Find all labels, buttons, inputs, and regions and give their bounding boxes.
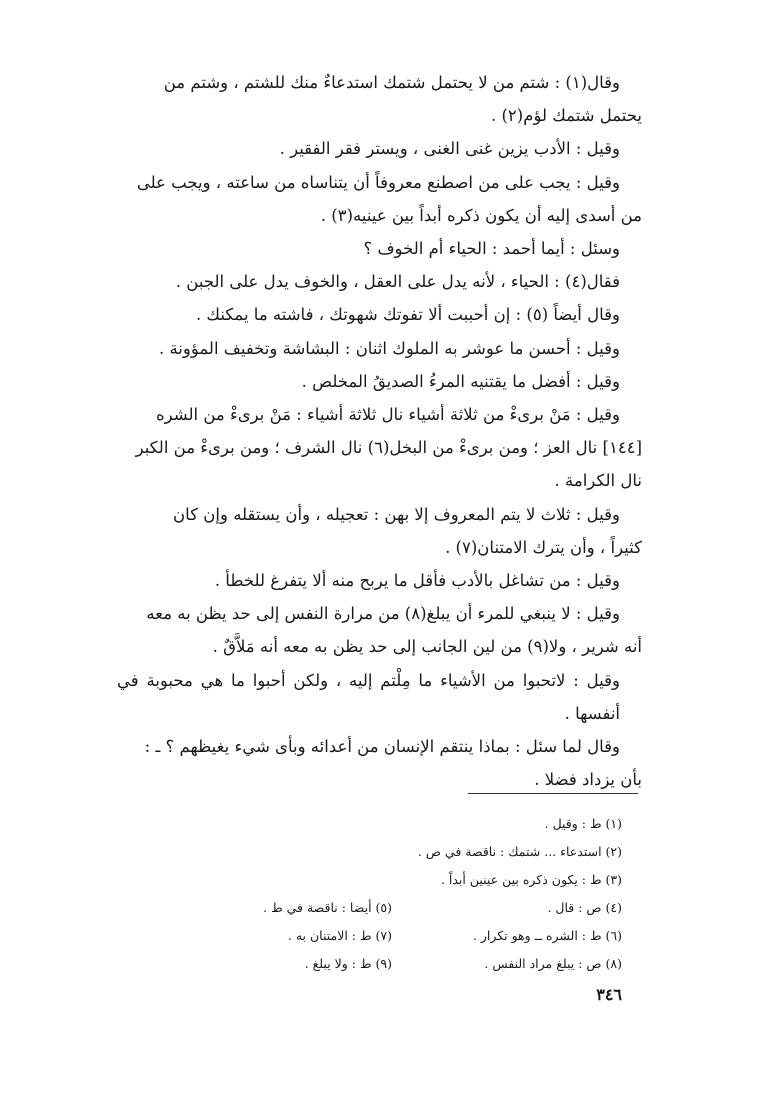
paragraph <box>117 730 642 796</box>
paragraph <box>117 564 642 597</box>
footnote: (٩) ط : ولا يبلغ . <box>304 956 392 971</box>
footnote-row <box>152 894 622 922</box>
paragraph <box>117 498 642 564</box>
text-line: وقال أيضاً (٥) : إن أحببت ألا تفوتك شهوتك ، فاشته ما يمكنك . <box>195 305 620 325</box>
text-line: وقال(١) : شتم من لا يحتمل شتمك استدعاءٌ منك للشتم ، وشتم من <box>163 73 620 92</box>
text-line: فقال(٤) : الحياء ، لأنه يدل على العقل ، والخوف يدل على الجبن . <box>175 272 620 292</box>
paragraph <box>117 265 642 298</box>
page-number: ٣٤٦ <box>596 985 622 1004</box>
paragraph <box>117 132 642 165</box>
text-line: وقال لما سئل : بماذا ينتقم الإنسان من أعدائه وبأى شيء يغيظهم ؟ ـ : <box>144 737 620 757</box>
footnote-row <box>152 950 622 978</box>
footnote: (٨) ص : يبلغ مراد النفس . <box>484 956 622 971</box>
footnote-row <box>152 866 622 894</box>
paragraph <box>117 166 642 232</box>
main-text <box>117 66 642 796</box>
footnote: (٦) ط : الشره ــ وهو تكرار . <box>472 928 622 943</box>
footnote-row <box>152 838 622 866</box>
footnote: (١) ط : وقيل . <box>544 816 622 831</box>
footnote-row <box>152 922 622 950</box>
text-line: من أسدى إليه أن يكون ذكره أبداً بين عينيه(٣) . <box>320 205 642 225</box>
text-line: وسئل : أيما أحمد : الحياء أم الخوف ؟ <box>363 239 620 259</box>
footnote: (٥) أيضا : ناقصة في ط . <box>263 900 392 915</box>
footnote: (٧) ط : الامتنان به . <box>287 928 392 943</box>
text-line: وقيل : لاتحبوا من الأشياء ما مِلْتم إليه ، ولكن أحبوا ما هي محبوبة في أنفسها . <box>117 670 620 723</box>
text-line: وقيل : يجب على من اصطنع معروفاً أن يتناساه من ساعته ، ويجب على <box>136 172 620 192</box>
footnote-divider <box>468 793 638 794</box>
text-line: أنه شرير ، ولا(٩) من لين الجانب إلى حد يظن به معه أنه مَلاَّقٌ . <box>212 637 642 657</box>
paragraph <box>117 664 642 730</box>
text-line: نال الكرامة . <box>554 471 642 491</box>
paragraph <box>117 232 642 265</box>
text-line: وقيل : أحسن ما عوشر به الملوك اثنان : البشاشة وتخفيف المؤونة . <box>158 338 620 358</box>
paragraph <box>117 398 642 498</box>
text-line: بأن يزداد فضلا . <box>534 770 642 790</box>
text-line: [١٤٤] نال العز ؛ ومن برىءْ من البخل(٦) نال الشرف ؛ ومن برىءْ من الكبر <box>135 438 642 458</box>
text-line: وقيل : الأدب يزين غنى الغنى ، ويستر فقر الفقير . <box>279 139 620 159</box>
text-line: وقيل : من تشاغل بالأدب فأقل ما يربح منه ألا يتفرغ للخطأ . <box>214 571 620 591</box>
footnote: (٢) استدعاء ... شتمك : ناقصة في ص . <box>417 844 622 859</box>
footnote-row <box>152 810 622 838</box>
paragraph <box>117 66 642 132</box>
footnotes <box>152 810 622 978</box>
text-line: يحتمل شتمك لؤم(٢) . <box>490 106 642 126</box>
footnote: (٣) ط : يكون ذكره بين عينين أبداً . <box>440 872 622 887</box>
text-line: وقيل : أفضل ما يقتنيه المرءُ الصديقُ المخلص . <box>301 371 620 391</box>
paragraph <box>117 365 642 398</box>
text-line: وقيل : مَنْ برىءْ من ثلاثة أشياء نال ثلاثة أشياء : مَنْ برىءْ من الشره <box>156 405 620 425</box>
text-line: كثيراً ، وأن يترك الامتنان(٧) . <box>445 537 642 557</box>
paragraph <box>117 298 642 331</box>
paragraph <box>117 597 642 663</box>
text-line: وقيل : ثلاث لا يتم المعروف إلا بهن : تعجيله ، وأن يستقله وإن كان <box>173 504 620 524</box>
footnote: (٤) ص : قال . <box>547 900 622 915</box>
paragraph <box>117 332 642 365</box>
text-line: وقيل : لا ينبغي للمرء أن يبلغ(٨) من مرارة النفس إلى حد يظن به معه <box>146 604 620 624</box>
